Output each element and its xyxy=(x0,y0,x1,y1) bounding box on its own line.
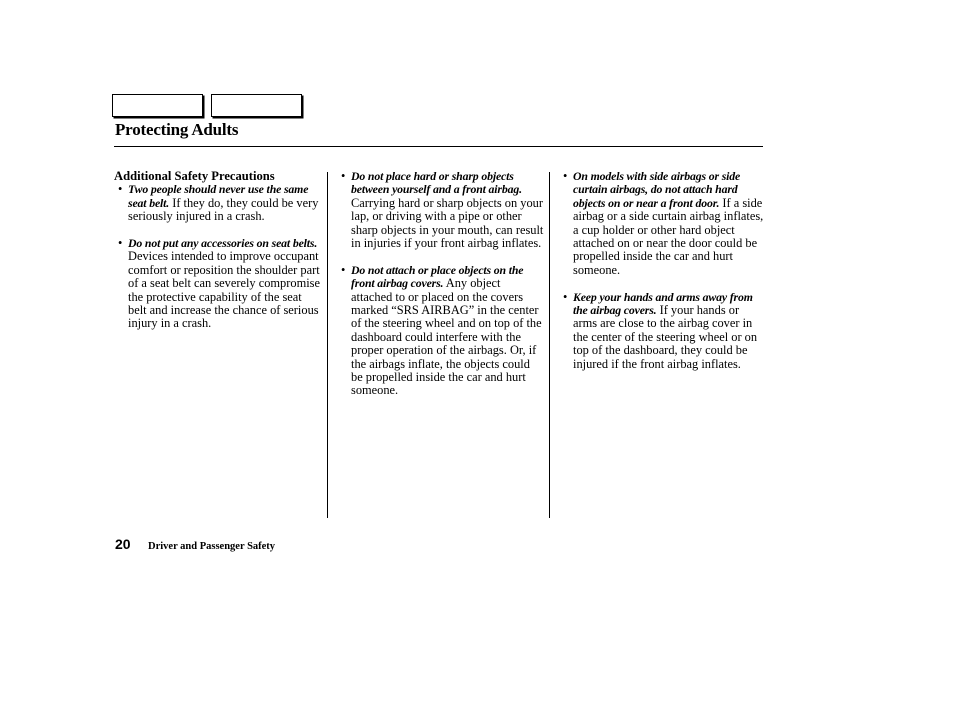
bullet-body: Carrying hard or sharp objects on your lap, or driving with a pipe or other sharp objects in your mouth, can result in injuries if your front airbag inflates. xyxy=(351,195,544,251)
footer-section-label: Driver and Passenger Safety xyxy=(148,541,276,552)
bullet-item xyxy=(560,170,764,277)
bullet-body: If your hands or arms are close to the airbag cover in the center of the steering wheel or on top of the dashboard, they could be injured if the front airbag inflates. xyxy=(573,303,758,371)
bullet-item xyxy=(338,264,544,398)
bullet-dot: • xyxy=(563,169,568,183)
bullet-dot: • xyxy=(341,169,346,183)
column-divider xyxy=(327,172,328,518)
section-heading: Additional Safety Precautions xyxy=(114,169,275,183)
bullet-dot: • xyxy=(341,262,346,277)
bullet-item xyxy=(114,237,321,331)
bullet-body: Devices intended to improve occupant comfort or reposition the shoulder part of a seat belt can severely compromise the protective capability of the seat belt and increase the chance of serious injury in a crash. xyxy=(128,249,320,331)
bullet-lead: Do not attach or place objects on the front airbag covers. xyxy=(351,262,524,291)
column-3 xyxy=(560,170,764,384)
column-2 xyxy=(338,170,544,411)
page-number: 20 xyxy=(115,536,131,552)
bullet-dot: • xyxy=(118,236,123,251)
bullet-lead: On models with side airbags or side curtain airbags, do not attach hard objects on or near a front door. xyxy=(573,169,741,210)
page-title: Protecting Adults xyxy=(115,120,239,139)
bullet-lead: Two people should never use the same seat belt. xyxy=(128,182,309,210)
bullet-body: If they do, they could be very seriously injured in a crash. xyxy=(128,195,319,224)
column-1 xyxy=(114,170,321,344)
title-rule xyxy=(114,146,763,147)
bullet-lead: Do not place hard or sharp objects between yourself and a front airbag. xyxy=(351,169,522,197)
bullet-item xyxy=(560,291,764,371)
bullet-item xyxy=(114,183,321,223)
bullet-body: If a side airbag or a side curtain airbag inflates, a cup holder or other hard object attached on or near the door could be propelled inside the car and hurt someone. xyxy=(573,195,764,277)
bullet-dot: • xyxy=(563,289,568,304)
bullet-lead: Keep your hands and arms away from the airbag covers. xyxy=(573,289,753,318)
bullet-body: Any object attached to or placed on the covers marked “SRS AIRBAG” in the center of the steering wheel and on top of the dashboard could interfere with the proper operation of the airbags. Or, if the airbags inflate, the objects could be propelled inside the car and hurt someone. xyxy=(351,276,542,398)
section-tab-box-1 xyxy=(112,94,203,117)
column-divider xyxy=(549,172,550,518)
bullet-item xyxy=(338,170,544,250)
section-tab-box-2 xyxy=(211,94,302,117)
bullet-lead: Do not put any accessories on seat belts. xyxy=(128,236,318,251)
bullet-dot: • xyxy=(118,182,123,197)
